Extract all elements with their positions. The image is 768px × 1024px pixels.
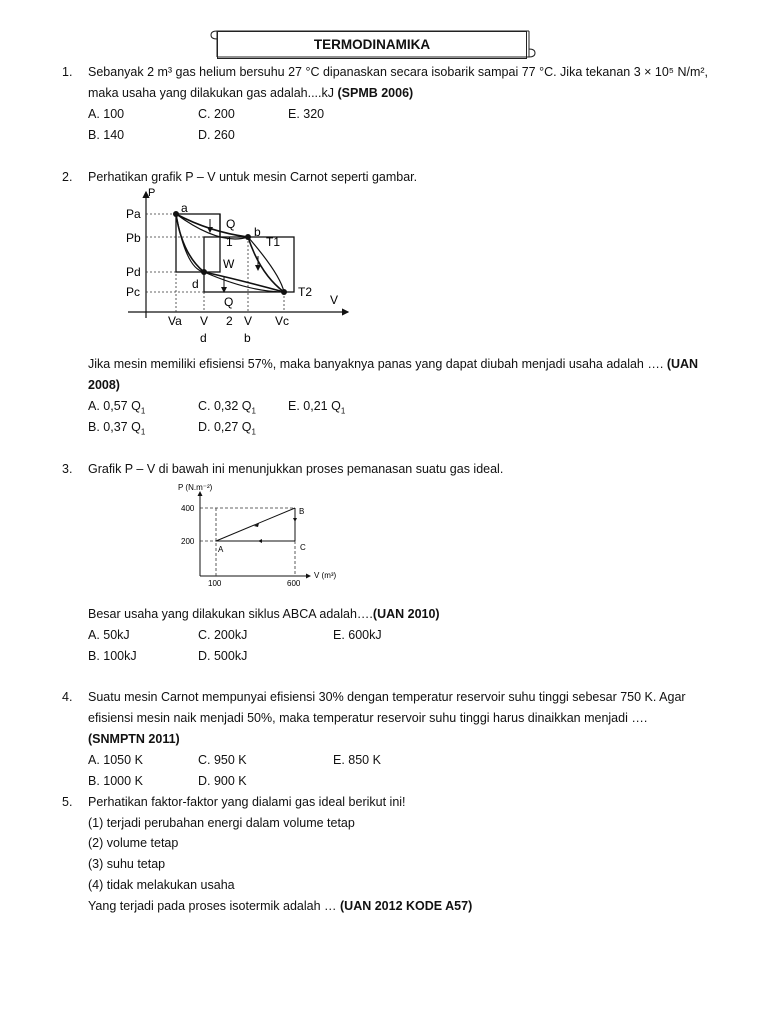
q1-option-e[interactable]: E. 320 [288, 107, 325, 121]
tick-600: 600 [287, 579, 301, 588]
q5-text-line1: Perhatikan faktor-faktor yang dialami gas ideal berikut ini! [88, 795, 406, 809]
q2-option-c[interactable]: C. 0,32 $Q_1$ [198, 399, 256, 416]
page-title: TERMODINAMIKA [217, 31, 527, 59]
q2-number: 2. [62, 170, 73, 184]
q3-option-d[interactable]: D. 500kJ [198, 649, 248, 663]
label-b: b [254, 225, 261, 239]
q3-source: (UAN 2010) [372, 607, 440, 621]
pb-label: Pb [126, 231, 141, 245]
pa-label: Pa [126, 207, 141, 221]
point-b [245, 234, 251, 240]
process-ab [216, 508, 295, 541]
q1-option-c[interactable]: C. 200 [198, 107, 235, 121]
q3-option-e[interactable]: E. 600kJ [333, 628, 382, 642]
q3-option-b[interactable]: B. 100kJ [88, 649, 137, 663]
q4-option-a[interactable]: A. 1050 K [88, 753, 143, 767]
label-a: a [181, 201, 188, 215]
q1-option-d[interactable]: D. 260 [198, 128, 235, 142]
point-c-label: C [300, 543, 306, 552]
q5-item-4: (4) tidak melakukan usaha [88, 878, 235, 892]
point-c [281, 289, 287, 295]
q3-option-c[interactable]: C. 200kJ [198, 628, 248, 642]
vc-label: Vc [275, 314, 290, 328]
abc-pv-diagram [174, 480, 354, 590]
va-label: Va [168, 314, 182, 328]
q5-item-1: (1) terjadi perubahan energi dalam volume tetap [88, 816, 355, 830]
label-q2-sub: 2 [226, 314, 233, 328]
q1-number: 1. [62, 65, 73, 79]
y-axis-label: P (N.m⁻²) [178, 483, 213, 492]
q2-option-b[interactable]: B. 0,37 $Q_1$ [88, 420, 146, 437]
q2-option-a[interactable]: A. 0,57 $Q_1$ [88, 399, 146, 416]
q1-source: (SPMB 2006) [337, 86, 414, 100]
q3-text-line2: Besar usaha yang dilakukan siklus ABCA adalah….(UAN 2010) [88, 607, 440, 621]
tick-200: 200 [181, 537, 195, 546]
vd-label-d: d [200, 331, 207, 345]
q1-option-b[interactable]: B. 140 [88, 128, 125, 142]
label-t1: T1 [266, 235, 281, 249]
q4-number: 4. [62, 690, 73, 704]
carnot-pv-diagram [120, 184, 360, 350]
q2-text-line1: Perhatikan grafik P – V untuk mesin Carnot seperti gambar. [88, 170, 418, 184]
q3-option-a[interactable]: A. 50kJ [88, 628, 130, 642]
q3-text-line1: Grafik P – V di bawah ini menunjukkan proses pemanasan suatu gas ideal. [88, 462, 504, 476]
vb-label-b: b [244, 331, 251, 345]
q4-text-line1: Suatu mesin Carnot mempunyai efisiensi 30% dengan temperatur reservoir suhu tinggi sebesar 750 K. Agar [88, 690, 686, 704]
label-q1-sub: 1 [226, 235, 233, 249]
label-q2-q: Q [224, 295, 234, 309]
label-d: d [192, 277, 199, 291]
point-a [173, 211, 179, 217]
q4-option-b[interactable]: B. 1000 K [88, 774, 143, 788]
point-b-label: B [299, 507, 305, 516]
label-q1-q: Q [226, 217, 236, 231]
q2-source-a: (UAN [666, 357, 699, 371]
tick-100: 100 [208, 579, 222, 588]
vb-label-v: V [244, 314, 253, 328]
tick-400: 400 [181, 504, 195, 513]
q5-source: (UAN 2012 KODE A57) [340, 899, 473, 913]
q3-number: 3. [62, 462, 73, 476]
q1-text-line1: Sebanyak 2 m³ gas helium bersuhu 27 °C dipanaskan secara isobarik sampai 77 °C. Jika tekanan 3 × 10⁵ N/m², [88, 65, 709, 79]
q4-option-d[interactable]: D. 900 K [198, 774, 247, 788]
q5-number: 5. [62, 795, 73, 809]
isotherm-ab [176, 214, 248, 237]
q4-option-e[interactable]: E. 850 K [333, 753, 381, 767]
q1-option-a[interactable]: A. 100 [88, 107, 125, 121]
q5-text-line2: Yang terjadi pada proses isotermik adalah … (UAN 2012 KODE A57) [88, 899, 473, 913]
v-axis-label: V [330, 293, 339, 307]
point-a-label: A [218, 545, 224, 554]
x-axis-label: V (m³) [314, 571, 337, 580]
q2-option-e[interactable]: E. 0,21 $Q_1$ [288, 399, 346, 416]
label-t2: T2 [298, 285, 313, 299]
q5-item-2: (2) volume tetap [88, 836, 179, 850]
q2-text-line2: Jika mesin memiliki efisiensi 57%, maka banyaknya panas yang dapat diubah menjadi usaha adalah …. (UAN [88, 357, 699, 371]
pc-label: Pc [126, 285, 141, 299]
q4-source: (SNMPTN 2011) [88, 732, 180, 746]
q2-source-b: 2008) [88, 378, 120, 392]
label-w: W [223, 257, 235, 271]
pd-label: Pd [126, 265, 141, 279]
q1-text-line2: maka usaha yang dilakukan gas adalah....kJ (SPMB 2006) [88, 86, 414, 100]
vd-label-v: V [200, 314, 209, 328]
q4-option-c[interactable]: C. 950 K [198, 753, 247, 767]
q5-item-3: (3) suhu tetap [88, 857, 166, 871]
q2-option-d[interactable]: D. 0,27 $Q_1$ [198, 420, 256, 437]
p-axis-label: P [148, 187, 156, 199]
point-d [201, 269, 207, 275]
q4-text-line2: efisiensi mesin naik menjadi 50%, maka temperatur reservoir suhu tinggi harus dinaikkan menjadi …. [88, 711, 648, 725]
